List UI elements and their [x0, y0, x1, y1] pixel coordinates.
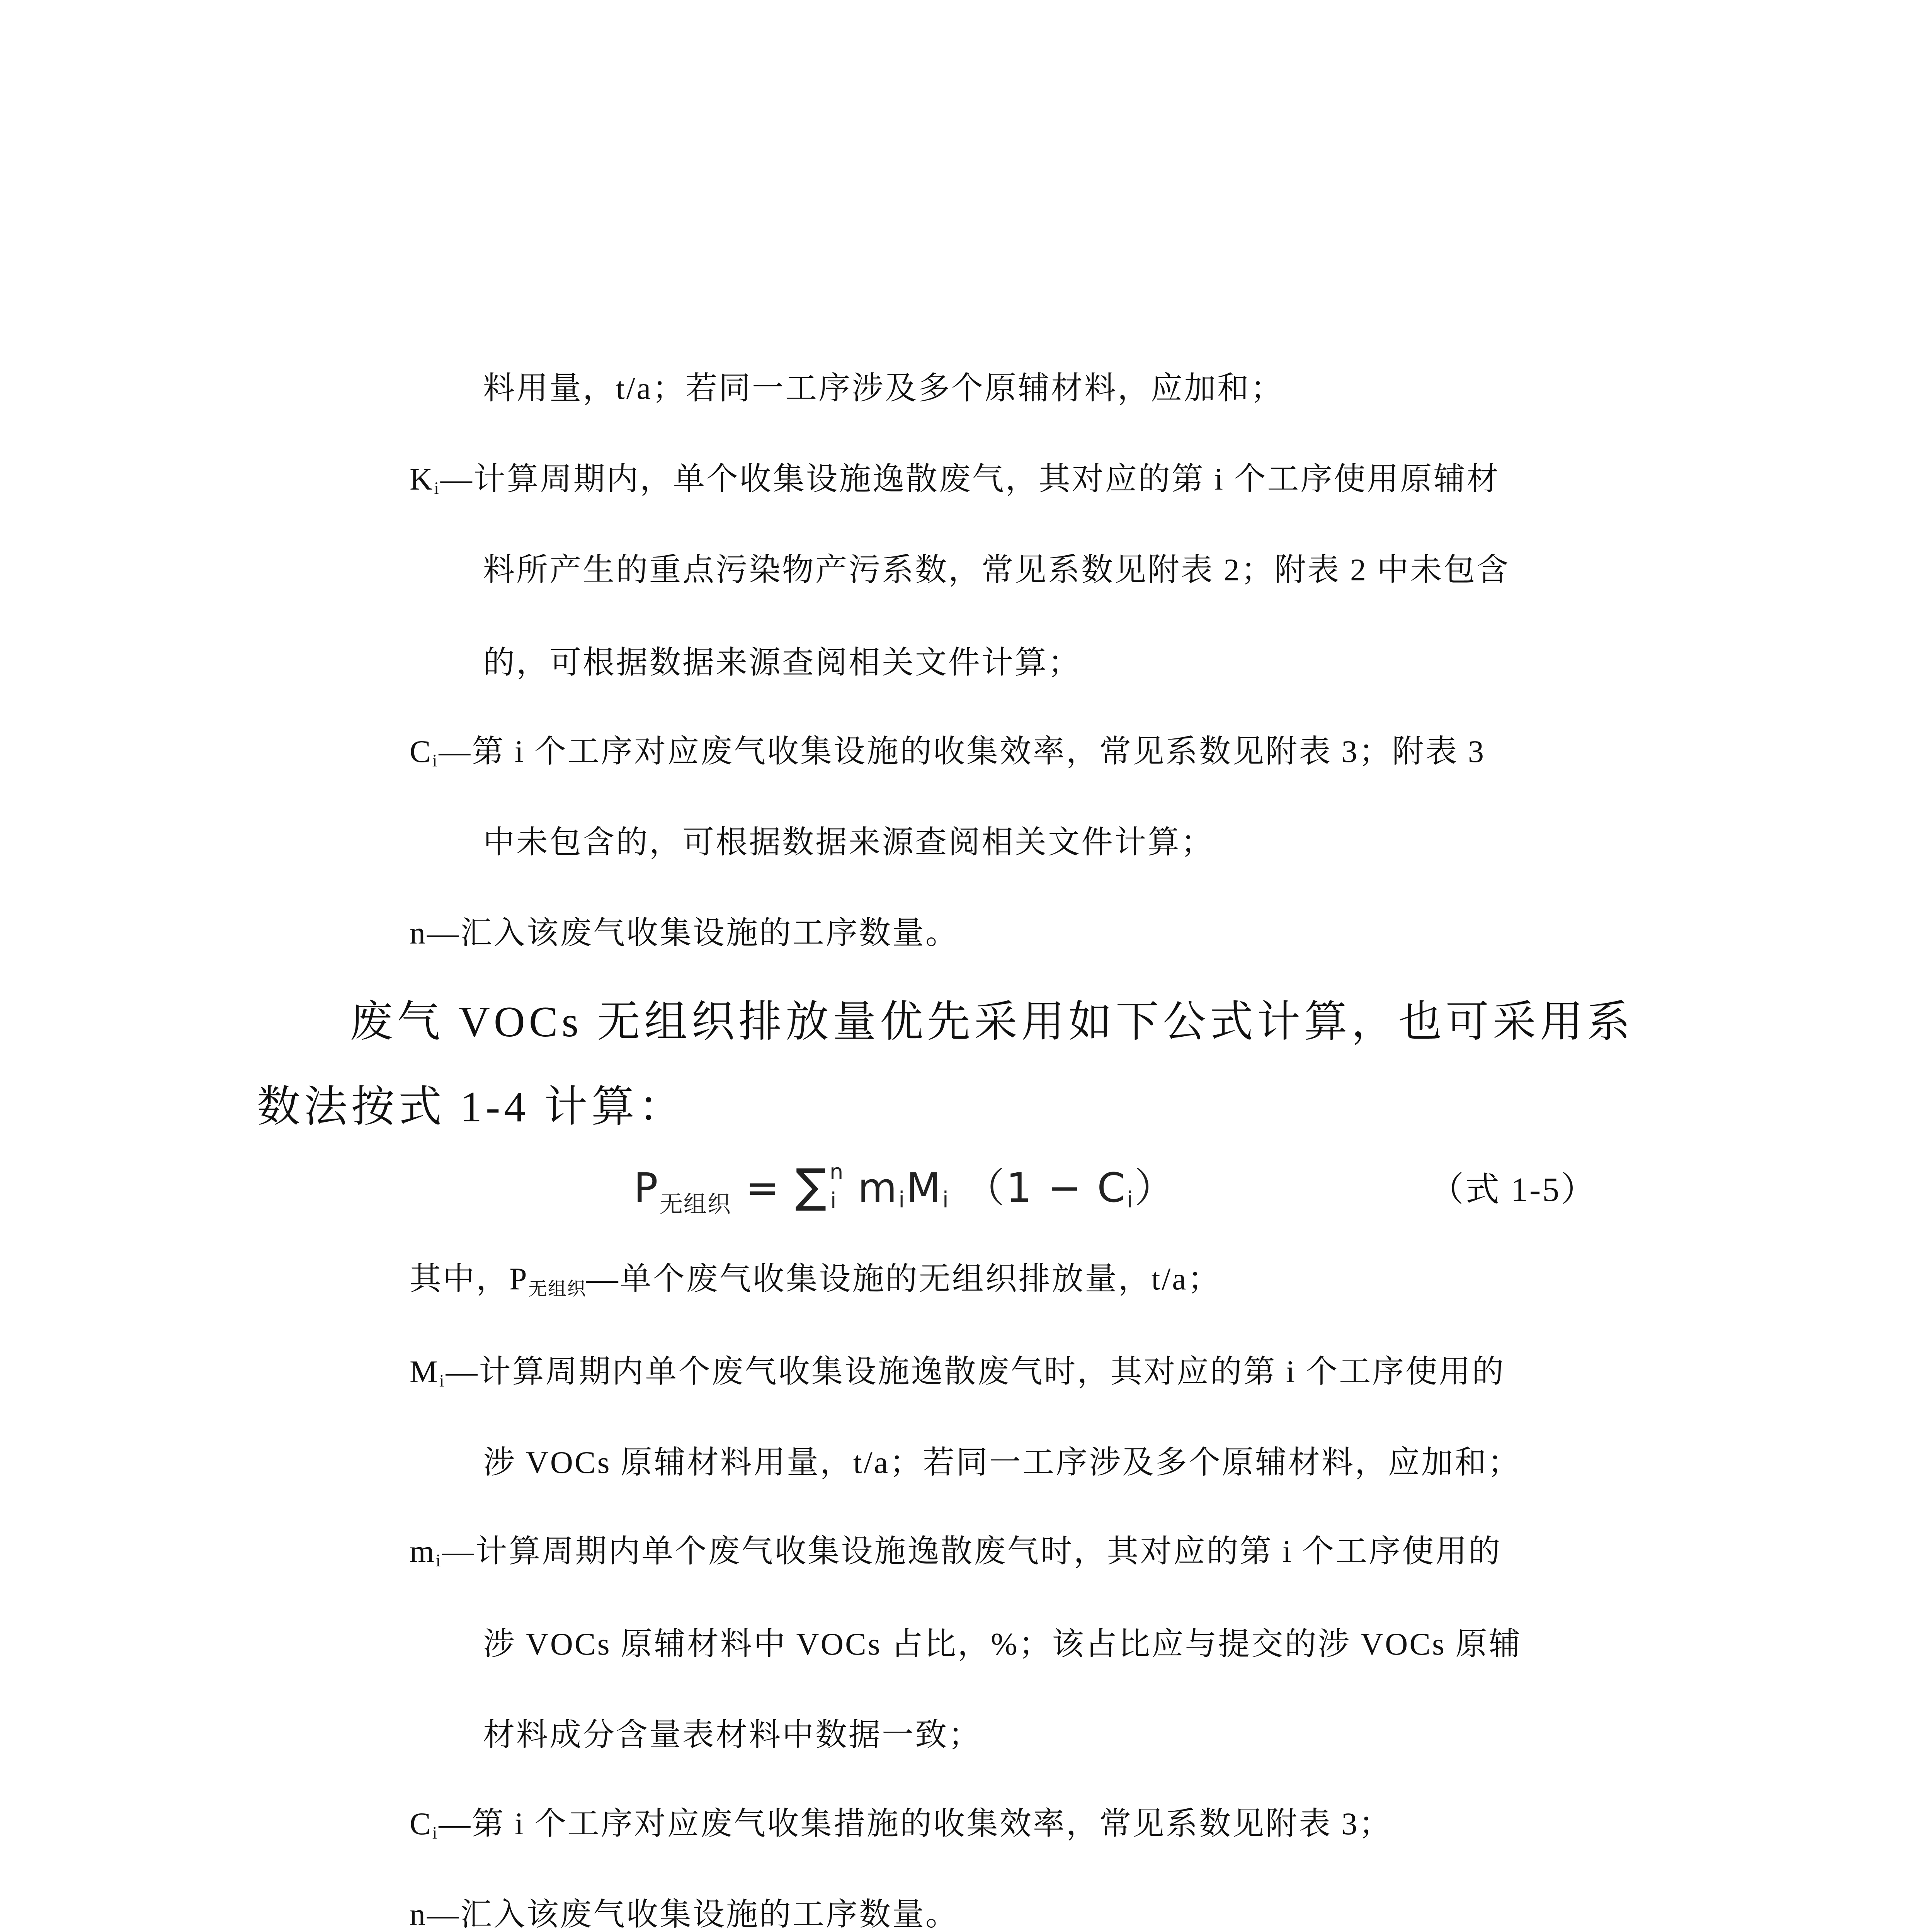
symbol-c-sub: i [432, 751, 439, 770]
text-line-10: 涉 VOCs 原辅材料用量，t/a；若同一工序涉及多个原辅材料，应加和； [483, 1445, 1521, 1480]
formula-bigm-sub: i [942, 1187, 950, 1213]
symbol-m-upper: M [410, 1354, 439, 1389]
text-line-1: 料用量，t/a；若同一工序涉及多个原辅材料，应加和； [483, 371, 1284, 406]
formula-p: P [634, 1164, 660, 1211]
formula-p-sub: 无组织 [659, 1191, 731, 1218]
text-line-15: n—汇入该废气收集设施的工序数量。 [410, 1897, 959, 1932]
formula-1-5 [634, 1161, 1176, 1230]
text-line-9 [410, 1352, 1505, 1391]
formula-m-sub: i [898, 1187, 907, 1213]
symbol-c: C [410, 734, 432, 769]
text-line-11 [410, 1532, 1502, 1571]
formula-sum-sup: n [829, 1159, 845, 1185]
text-line-5 [410, 732, 1485, 771]
formula-label: （式 1-5） [1430, 1171, 1597, 1209]
formula-bigm: M [906, 1164, 942, 1211]
text-line-7: n—汇入该废气收集设施的工序数量。 [410, 915, 959, 951]
formula-close-paren: ） [1134, 1164, 1176, 1211]
text-line-8-sub: 无组织 [528, 1279, 587, 1299]
text-line-8-body: —单个废气收集设施的无组织排放量，t/a； [586, 1261, 1221, 1296]
text-line-3: 料所产生的重点污染物产污系数，常见系数见附表 2；附表 2 中未包含 [483, 552, 1510, 587]
symbol-c-2: C [410, 1806, 432, 1841]
formula-m: m [857, 1164, 899, 1211]
text-line-8-pre: 其中，P [410, 1261, 529, 1296]
text-line-14 [410, 1804, 1392, 1843]
formula-open-paren: （ [964, 1164, 1006, 1211]
symbol-k: K [410, 461, 434, 497]
text-line-2-body: —计算周期内，单个收集设施逸散废气，其对应的第 i 个工序使用原辅材 [440, 461, 1500, 497]
paragraph-line-2: 数法按式 1-4 计算： [257, 1083, 686, 1131]
paragraph-line-1: 废气 VOCs 无组织排放量优先采用如下公式计算，也可采用系 [350, 998, 1635, 1046]
formula-equals: = [745, 1164, 781, 1211]
symbol-c-2-sub: i [432, 1823, 439, 1843]
formula-sum-sub: i [830, 1188, 838, 1213]
formula-c-sub: i [1126, 1187, 1135, 1213]
formula-sum: ∑ [795, 1159, 828, 1213]
text-line-5-body: —第 i 个工序对应废气收集设施的收集效率，常见系数见附表 3；附表 3 [439, 734, 1486, 769]
text-line-13: 材料成分含量表材料中数据一致； [483, 1717, 982, 1752]
text-line-2 [410, 460, 1500, 498]
text-line-8 [410, 1260, 1221, 1308]
formula-one-minus-c: 1 − C [1006, 1164, 1127, 1211]
text-line-11-body: —计算周期内单个废气收集设施逸散废气时，其对应的第 i 个工序使用的 [442, 1534, 1502, 1569]
text-line-9-body: —计算周期内单个废气收集设施逸散废气时，其对应的第 i 个工序使用的 [446, 1354, 1505, 1389]
text-line-14-body: —第 i 个工序对应废气收集措施的收集效率，常见系数见附表 3； [439, 1806, 1392, 1841]
symbol-m-lower-sub: i [435, 1551, 442, 1570]
text-line-12: 涉 VOCs 原辅材料中 VOCs 占比，%；该占比应与提交的涉 VOCs 原辅 [483, 1626, 1522, 1662]
text-line-4: 的，可根据数据来源查阅相关文件计算； [483, 645, 1082, 680]
symbol-k-sub: i [434, 478, 441, 498]
text-line-6: 中未包含的，可根据数据来源查阅相关文件计算； [483, 825, 1214, 860]
formula-sum-limits [828, 1159, 845, 1213]
symbol-m-lower: m [410, 1534, 436, 1569]
symbol-m-upper-sub: i [439, 1371, 446, 1391]
